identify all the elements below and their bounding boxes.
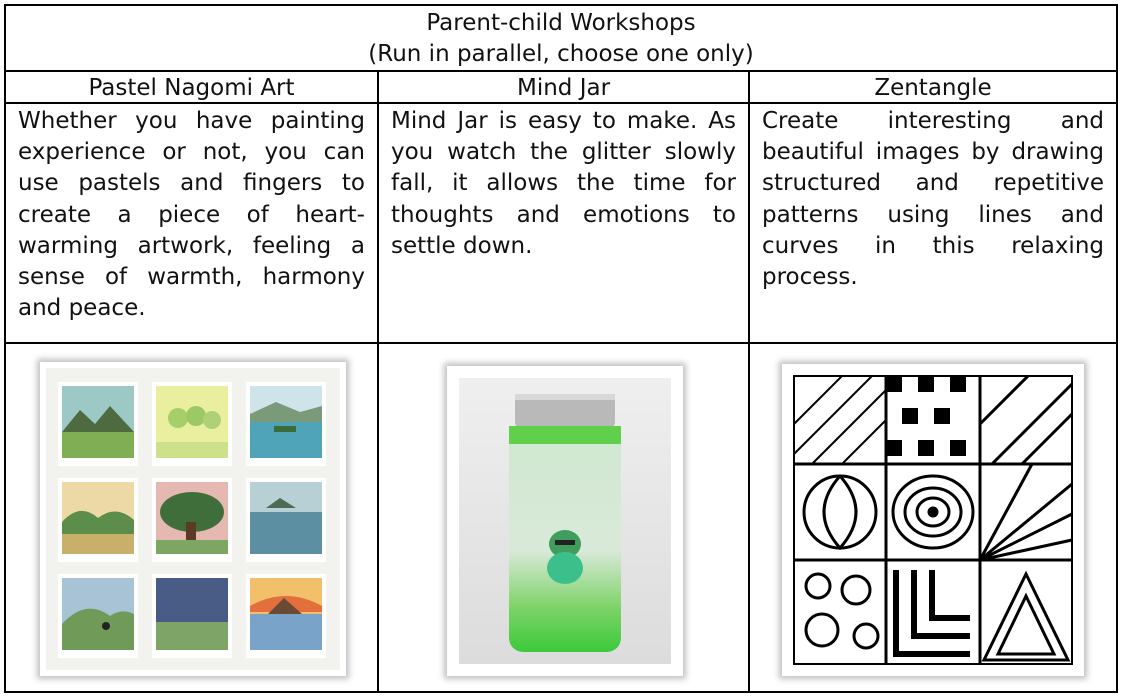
workshop-name-mind-jar: Mind Jar xyxy=(379,72,748,104)
workshop-description-pastel: Whether you have painting experience or not, you can use pastels and fingers to create a piece of heart-warming artwork, feeling a sense of warmth, harmony and peace. xyxy=(6,104,377,344)
pastel-tile xyxy=(58,382,138,466)
pastel-art-image-cell xyxy=(6,344,377,693)
pastel-tile xyxy=(152,478,232,562)
workshop-table xyxy=(4,4,1118,693)
workshop-name-pastel: Pastel Nagomi Art xyxy=(6,72,377,104)
pastel-tile xyxy=(246,478,326,562)
pastel-tile xyxy=(58,574,138,658)
workshop-description-zentangle: Create interesting and beautiful images by drawing structured and repetitive patterns using lines and curves in this relaxing process. xyxy=(750,104,1116,344)
title-line-1: Parent-child Workshops xyxy=(426,10,696,36)
mind-jar-photo xyxy=(447,366,683,676)
pastel-tile xyxy=(152,382,232,466)
pastel-art-photo xyxy=(40,362,346,676)
pastel-tile xyxy=(58,478,138,562)
workshop-name-zentangle: Zentangle xyxy=(750,72,1116,104)
zentangle-image-cell xyxy=(750,344,1116,693)
title-line-2: (Run in parallel, choose one only) xyxy=(368,41,754,67)
mind-jar-image-cell xyxy=(379,344,748,693)
table-title xyxy=(6,6,1116,72)
pastel-tile xyxy=(246,382,326,466)
zentangle-drawing xyxy=(782,364,1084,676)
workshop-description-mind-jar: Mind Jar is easy to make. As you watch the glitter slowly fall, it allows the time for thoughts and emotions to settle down. xyxy=(379,104,748,344)
pastel-tile xyxy=(152,574,232,658)
pastel-tile xyxy=(246,574,326,658)
